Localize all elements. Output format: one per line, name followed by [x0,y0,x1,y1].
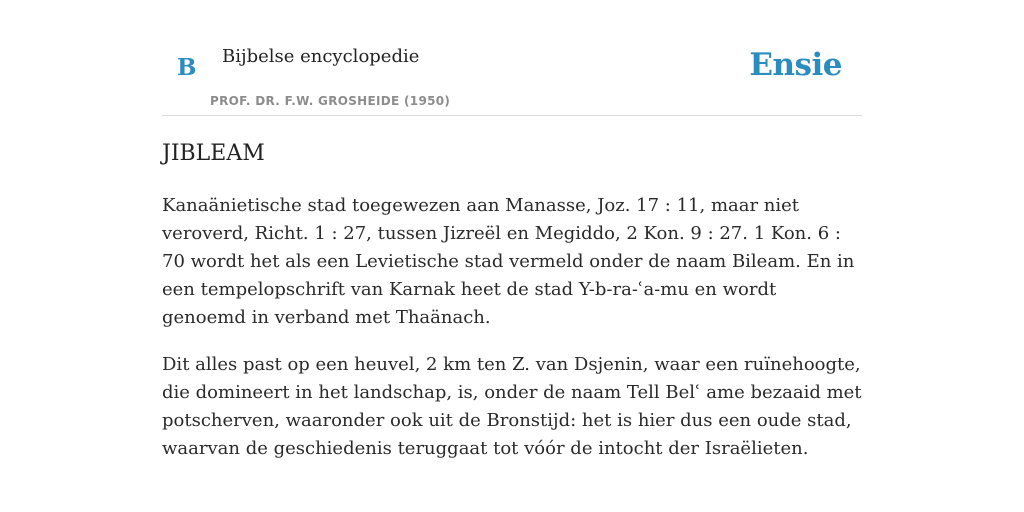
book-author: PROF. DR. F.W. GROSHEIDE (1950) [210,94,451,108]
ensie-logo[interactable]: Ensie [749,47,842,83]
page-container [162,0,862,459]
entry-body [162,192,862,482]
book-title[interactable]: Bijbelse encyclopedie [222,46,420,67]
book-logo-icon[interactable]: B [177,54,197,81]
book-header [162,0,862,116]
entry-paragraph: Dit alles past op een heuvel, 2 km ten Z. van Dsjenin, waar een ruïnehoogte, die domineert in het landschap, is, onder de naam Tell Belʿ ame bezaaid met potscherven, waaronder ook uit de Bronstijd: het is hier dus een oude stad, waarvan de geschiedenis teruggaat tot vóór de intocht der Israëlieten. [162,354,862,459]
entry-title: JIBLEAM [162,141,265,166]
entry-paragraph: Kanaänietische stad toegewezen aan Manasse, Joz. 17 : 11, maar niet veroverd, Richt. 1 : 27, tussen Jizreël en Megiddo, 2 Kon. 9 : 27. 1 Kon. 6 : 70 wordt het als een Levietische stad vermeld onder de naam Bileam. En in een tempelopschrift van Karnak heet de stad Y-b-ra-ʿa-mu en wordt genoemd in verband met Thaänach. [162,195,855,328]
